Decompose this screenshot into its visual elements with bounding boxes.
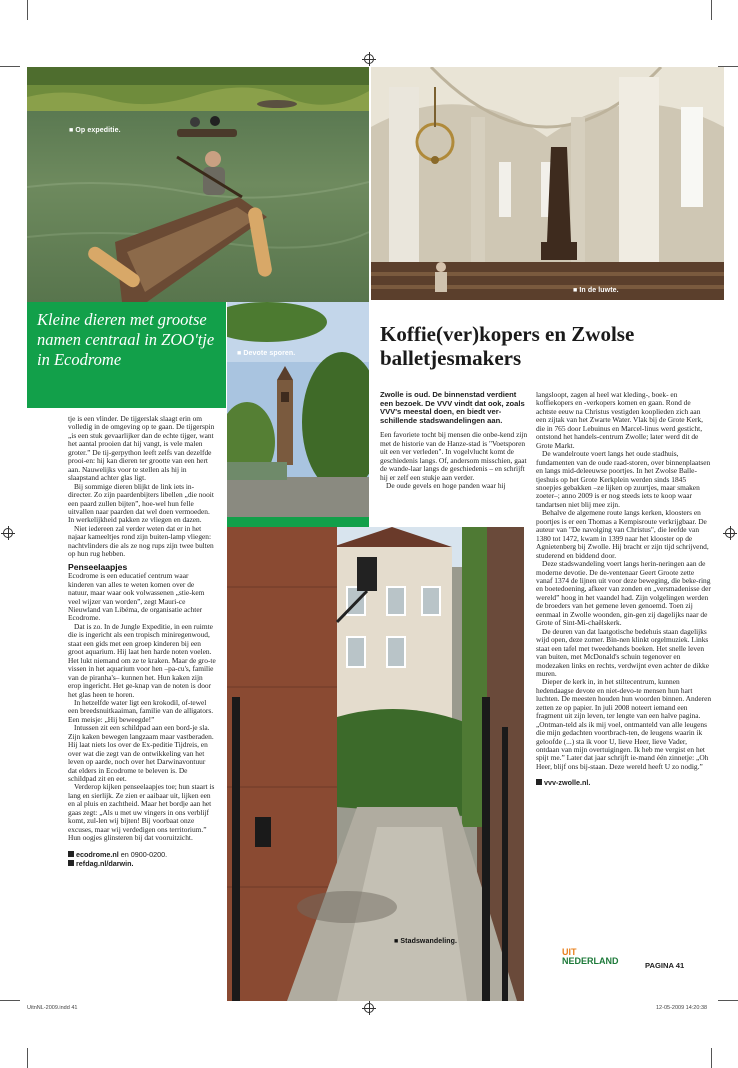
lake-boat-illustration — [27, 67, 369, 302]
crop-mark — [711, 0, 712, 20]
crop-mark — [711, 1048, 712, 1068]
left-article-title: Kleine dieren met grootse namen centraal in ZOO'tje in Ecodrome — [37, 310, 215, 369]
registration-mark — [364, 54, 374, 64]
link-text[interactable]: ecodrome.nl — [76, 849, 119, 859]
paragraph: Een favoriete tocht bij mensen die onbe-kend zijn met de historie van de Hanze-stad is "Voetsporen uit een ver verleden". In vogelvlucht komt de geschiedenis langs. Of, andersom misschien, gaat de wande-laar langs de geschiedenis – en schrijft hij er zelf een stukje aan verder. — [380, 430, 528, 482]
paragraph: Behalve de algemene route langs kerken, kloosters en poortjes is er een Thomas a Kempisroute verkrijgbaar. De auteur van "De navolging van Christus", die leefde van 1380 tot 1472, kwam in 1399 naar het klooster op de Agnietenberg bij Zwolle. Hij bracht er zijn tijd schrijvend, studerend en biddend door. — [536, 508, 709, 560]
caption-devotion: ■ Devote sporen. — [237, 350, 295, 357]
crop-mark — [0, 1000, 20, 1001]
paragraph: Dieper de kerk in, in het stiltecentrum, kunnen hedendaagse devote en niet-devo-te mensen hun hart luchten. De meesten houden hun woorden binnen. Anderen zetten ze op papier. In juli 2008 noteert iemand een fragment uit zijn leven, ter lengte van een halve pagina. „Ontman-teld als ik mij voel, ontmanteld van alle leugens die mijn gedachten voortbrach-ten, de leugens waarin ik geloofde (...) sta ik voor U, lieve Heer, lieve Vader, ontdaan van mijn overtuigingen. Ik heb me vergist en het spijt me.” Later dat jaar schrijft ie-mand één zinnetje: „Oh Heer, blijf ons bij-staan. Deze wereld heeft U zo nodig.” — [536, 677, 712, 771]
right-article-title: Koffie(ver)kopers en Zwolse balletjesmakers — [380, 322, 635, 370]
slug-date: 12-05-2009 14:20:38 — [656, 1005, 708, 1011]
right-article-column-1 — [380, 391, 528, 491]
link-ecodrome[interactable] — [68, 851, 216, 859]
page-number: PAGINA 41 — [645, 961, 685, 970]
paragraph: De wandelroute voert langs het oude stadhuis, fundamenten van de oude raad-storen, over binnenplaatsen en langs mid-deleeuwse poortjes. In het Zwolse Balle-tjeshuis op het Grote Kerkplein werden sinds 1845 snoepjes gebakken –ze lijken op zuurtjes, maar smaken zoeter–; anno 2009 is er nog steeds iets te koop waar tandartsen niet blij mee zijn. — [536, 449, 711, 509]
crop-mark — [718, 1000, 738, 1001]
paragraph: Deze stadswandeling voert langs herin-neringen aan de moderne devotie. De de-ventenaar Geert Groote zette vanaf 1374 de lijnen uit voor deze beweging, die beke-ring en boetedoening, afkeer van zonden en „versmadenisse der wereld” hoog in het vaandel had. Zijn volgelingen werden de broeders van het gemene leven genoemd. Toen zij eenmaal in Zwolle woonden, gin-gen zij dagelijks naar de Grote of Sint-Mi-chaëlskerk. — [536, 559, 711, 628]
link-arrow-icon — [536, 779, 542, 785]
uit-nederland-logo — [562, 948, 619, 966]
photo-expedition — [27, 67, 369, 302]
paragraph: langsloopt, zagen al heel wat kleding-, boek- en koffiekopers en -verkopers komen en gaan. Rond de achtste eeuw na Christus vestigden kooplieden zich aan een zijtak van het Zwarte Water. Vlak bij de Grote Kerk, die in 765 door Lebuinus en Marcel-linus werd gesticht, ontstond het handels-centrum Zwolle; later werd dit de Grote Markt. — [536, 390, 703, 450]
registration-mark — [3, 528, 13, 538]
crop-mark — [27, 1048, 28, 1068]
right-article-column-2 — [536, 391, 712, 788]
crop-mark — [0, 66, 20, 67]
paragraph: tje is een vlinder. De tijgerslak slaagt erin om volledig in de omgeving op te gaan. De tijgerspin „is een stuk gevaarlijker dan de echte tijger, want het aantal prooien dat hij vangt, is vele malen groter.” De tij-gerpython leeft zelfs van dezelfde prooi-en: hij kan dieren ter grootte van een hert aan. Nauwelijks voor te stellen als hij in slaapstand achter glas ligt. — [68, 414, 215, 483]
article-lead: Zwolle is oud. De binnenstad verdient een bezoek. De VVV vindt dat ook, zoals VVV's meestal doen, en biedt ver-schillende stadswandelingen aan. — [380, 390, 525, 425]
left-article-body — [68, 415, 216, 869]
church-interior-illustration — [371, 67, 724, 300]
crop-mark — [27, 0, 28, 20]
paragraph: Intussen zit een schildpad aan een bord-je sla. Zijn kaken bewegen langzaam maar vastberaden. Hij laat niets los over de Ex-peditie Tijdreis, en over wat die zegt van de ontwikkeling van het leven op aarde, noch over het Darwinavontuur dat elders in Ecodrome te beleven is. De schildpad zit en eet. — [68, 723, 214, 784]
logo-top-text: UIT — [562, 947, 577, 957]
registration-mark — [725, 528, 735, 538]
paragraph: Verderop kijken penseelaapjes toe; hun staart is lang en sierlijk. Ze zien er aaibaar uit, lijken een en al pluis en zachtheid. Maar het bordje aan het gaas zegt: „Als u met uw vingers in ons verblijf komt, zul-len wij bijten! Bij voorbaat onze excuses, maar wij verdedigen ons territorium.” Hun oogjes glinsteren bij dat vooruitzicht. — [68, 782, 215, 843]
photo-devote-sporen — [227, 302, 369, 527]
link-arrow-icon — [68, 851, 74, 857]
link-text[interactable]: vvv-zwolle.nl. — [544, 778, 591, 788]
tower-street-illustration — [227, 302, 369, 527]
link-text[interactable]: refdag.nl/darwin. — [76, 859, 134, 869]
registration-mark — [364, 1003, 374, 1013]
link-vvv-zwolle[interactable] — [536, 779, 712, 787]
paragraph: Bij sommige dieren blijkt de link iets in-directer. Zo zijn paardenbijters libellen „die nooit een paard zullen bijten”, hoe-wel hun felle uitvallen naar paarden dat wel doen vermoeden. In werkelijkheid pakken ze vliegen en dazen. — [68, 481, 214, 525]
paragraph: De deuren van dat laatgotische bedehuis staan dagelijks wijd open, deze zomer. Bin-nen klinkt orgelmuziek. Links staat een tafel met tweedehands boeken. Het snelle leven van buiten, met McDonald's schuin tegenover en modezaken links en rechts, verdwijnt even achter de dikke muren. — [536, 626, 709, 678]
caption-expedition: ■ Op expeditie. — [69, 127, 121, 134]
caption-alley: ■ Stadswandeling. — [394, 938, 457, 945]
logo-bottom-text: NEDERLAND — [562, 956, 619, 966]
link-extra-text: en 0900-0200. — [118, 849, 168, 859]
paragraph: Dat is zo. In de Jungle Expeditie, in een ruimte die is ingericht als een tropisch miniregenwoud, staat een gids met een groep kinderen bij een groot aquarium. Hij laat hen harde noten voelen. Het lukt niemand om ze te kraken. Maar de gro-te vissen in het aquarium voor hen –pa-cu's, familie van de piranha's– kunnen het. Hun kaken zijn erop ingericht. Het ge-knap van de noten is door het glas heen te horen. — [68, 621, 216, 699]
paragraph: De oude gevels en hoge panden waar hij — [386, 481, 506, 491]
alley-illustration — [227, 527, 524, 1001]
photo-stadswandeling — [227, 527, 524, 1001]
slug-file: UitnNL-2009.indd 41 — [27, 1005, 78, 1011]
photo-church-interior — [371, 67, 724, 300]
link-refdag[interactable] — [68, 860, 216, 868]
link-arrow-icon — [68, 860, 74, 866]
left-article-title-box — [27, 302, 226, 408]
caption-church: ■ In de luwte. — [573, 287, 619, 294]
paragraph: Niet iedereen zal verder weten dat er in het najaar kameeltjes rond zijn buiten-lamp vliegen: nachtvlinders die als ze nog rups zijn twee bulten op hun rug hebben. — [68, 523, 214, 559]
subheading: Penseelaapjes — [68, 561, 128, 572]
paragraph: In hetzelfde water ligt een krokodil, of-tewel een breedsnuitkaaiman, familie van de alligators. Een meisje: „Hij beweegde!” — [68, 697, 214, 724]
paragraph: Ecodrome is een educatief centrum waar kinderen van alles te weten komen over de natuur, maar waar ook volwassenen „stie-kem veel wijzer van worden”, zegt Mauri-ce Nieuwland van Libéma, de organisatie achter Ecodrome. — [68, 571, 205, 623]
